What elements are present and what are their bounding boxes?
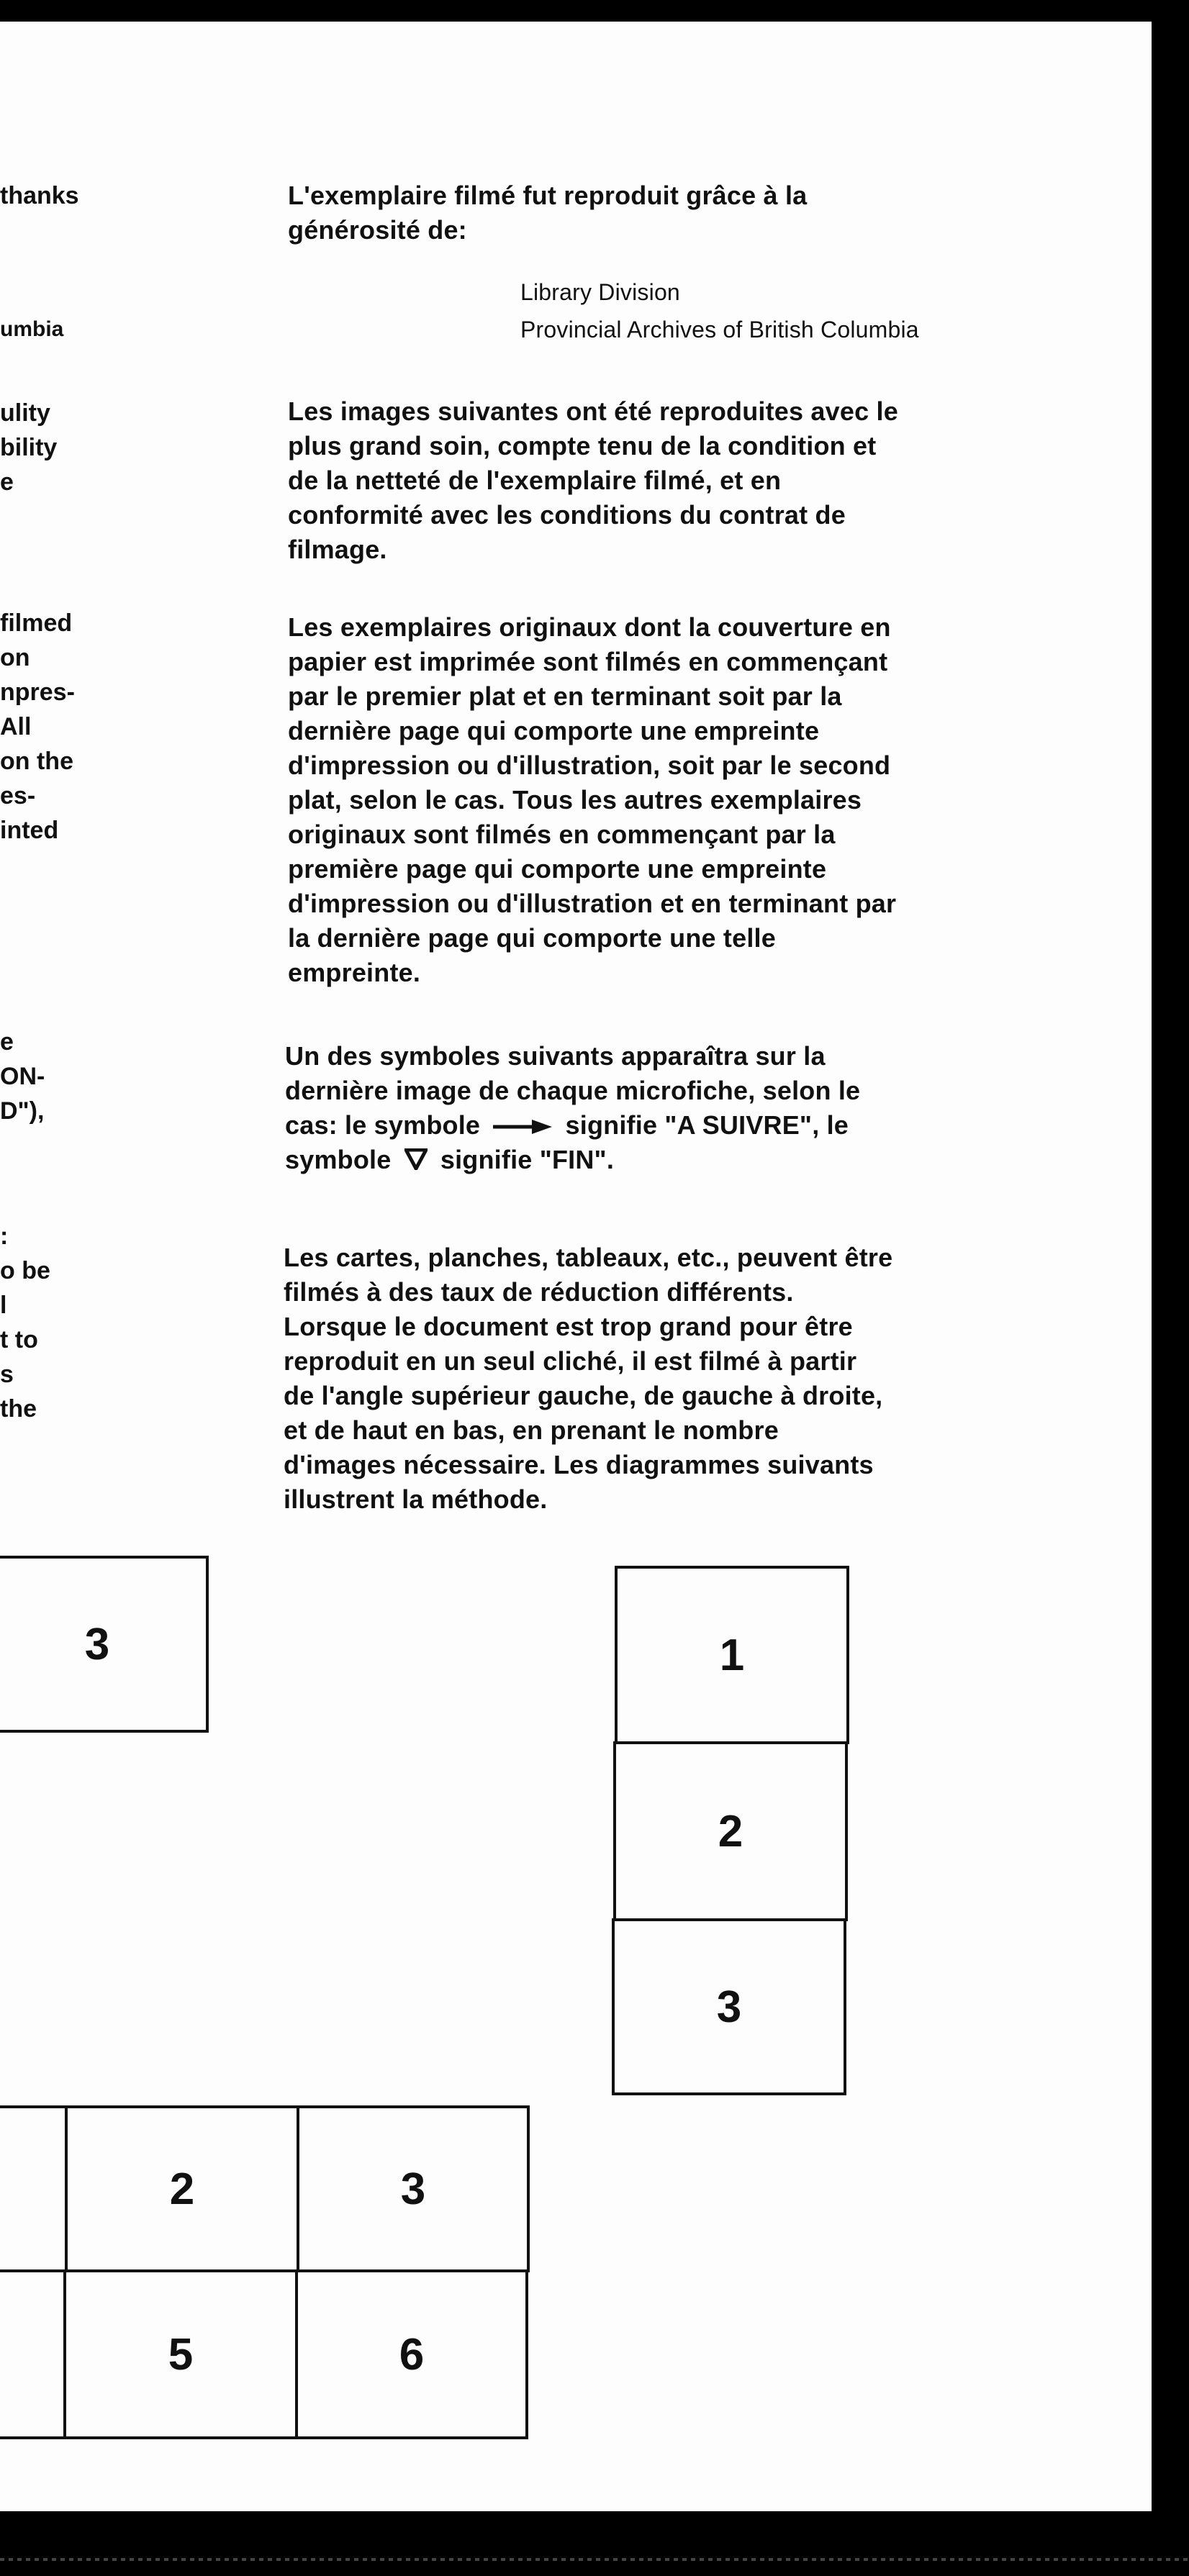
quality-paragraph [288,394,1044,567]
left-fragment: t to [0,1326,38,1353]
diagram-grid-cell-3 [297,2105,530,2272]
acknowledgement-intro [288,178,1044,248]
maps-paragraph [284,1241,1039,1517]
text-line: conformité avec les conditions du contrat de [288,500,846,530]
text-line: papier est imprimée sont filmés en commençant [288,647,888,676]
text-line: originaux sont filmés en commençant par la [288,820,836,849]
document-page [0,22,1152,2511]
left-fragment: l [0,1292,7,1319]
text-line: Library Division [520,279,680,305]
diagram-grid-cell-1 [0,2105,68,2272]
left-fragment: es- [0,782,36,809]
left-fragment: bility [0,434,58,461]
text-line: filmés à des taux de réduction différents. [284,1277,794,1307]
left-fragment: e [0,468,14,496]
scan-right-border [1152,0,1189,2576]
left-fragment: s [0,1361,14,1388]
text-line: Un des symboles suivants apparaîtra sur la [285,1041,826,1071]
diagram-horizontal-cell-3 [0,1556,209,1733]
diagram-cell-label: 2 [169,2164,195,2214]
diagram-cell-label: 2 [718,1806,743,1856]
text-fragment: cas: le symbole [285,1110,481,1140]
text-fragment: symbole [285,1145,392,1174]
left-fragment: e [0,1028,14,1056]
left-fragment: the [0,1395,37,1423]
institution-name [520,273,919,348]
text-line [285,1143,1041,1177]
text-line: filmage. [288,535,387,564]
text-line: dernière page qui comporte une empreinte [288,716,820,745]
diagram-cell-label: 3 [84,1619,110,1669]
left-fragment: umbia [0,317,64,341]
diagram-cell-label: 6 [399,2329,425,2380]
text-line: dernière image de chaque microfiche, selon le [285,1076,861,1105]
left-fragment: npres- [0,679,75,706]
text-line: de la netteté de l'exemplaire filmé, et en [288,466,782,495]
text-fragment: signifie "FIN". [440,1145,615,1174]
text-line: illustrent la méthode. [284,1484,548,1514]
diagram-grid-cell-5 [63,2269,298,2439]
text-line: de l'angle supérieur gauche, de gauche à droite, [284,1381,883,1410]
text-line: Lorsque le document est trop grand pour être [284,1312,853,1341]
scan-bottom-border [0,2511,1189,2576]
arrow-right-icon [492,1118,553,1135]
text-line: d'impression ou d'illustration et en terminant par [288,889,897,918]
symbols-paragraph [285,1039,1041,1177]
text-line: reproduit en un seul cliché, il est filmé à partir [284,1346,857,1376]
text-line: Les cartes, planches, tableaux, etc., peuvent être [284,1243,893,1272]
diagram-cell-label: 3 [716,1982,742,2032]
text-line: Les exemplaires originaux dont la couverture en [288,612,891,642]
text-line: la dernière page qui comporte une telle [288,923,776,953]
down-triangle-icon [404,1148,428,1170]
text-line: empreinte. [288,958,421,987]
left-fragment: ulity [0,399,50,427]
diagram-vertical-cell-1 [615,1566,849,1744]
diagram-vertical-cell-2 [613,1741,848,1921]
left-fragment: ON- [0,1063,45,1090]
text-line: d'images nécessaire. Les diagrammes suivants [284,1450,874,1479]
diagram-cell-label: 3 [400,2164,426,2214]
left-fragment: on [0,644,30,671]
diagram-grid-cell-4 [0,2269,68,2439]
left-fragment: : [0,1223,9,1250]
text-line: L'exemplaire filmé fut reproduit grâce à la [288,181,808,210]
diagram-cell-label: 5 [168,2329,194,2380]
text-line [285,1108,1041,1143]
left-fragment: D"), [0,1097,45,1125]
left-fragment: inted [0,817,59,844]
text-line: plus grand soin, compte tenu de la condition et [288,431,877,461]
text-fragment: signifie "A SUIVRE", le [565,1110,849,1140]
text-line: première page qui comporte une empreinte [288,854,827,884]
text-line: et de haut en bas, en prenant le nombre [284,1415,779,1445]
text-line: plat, selon le cas. Tous les autres exemplaires [288,785,862,815]
text-line: par le premier plat et en terminant soit par la [288,681,842,711]
left-fragment: o be [0,1257,50,1284]
diagram-cell-label: 1 [719,1630,745,1680]
left-fragment: thanks [0,182,79,209]
left-fragment: filmed [0,609,73,637]
text-line: générosité de: [288,215,467,245]
diagram-grid-cell-2 [65,2105,299,2272]
left-fragment: on the [0,748,73,775]
originals-paragraph [288,610,1044,990]
diagram-vertical-cell-3 [612,1918,846,2095]
text-line: Les images suivantes ont été reproduites avec le [288,396,898,426]
diagram-grid-cell-6 [295,2269,528,2439]
text-line: d'impression ou d'illustration, soit par le second [288,750,891,780]
scan-edge-strip [0,2558,1189,2561]
text-line: Provincial Archives of British Columbia [520,317,919,343]
left-fragment: All [0,713,32,740]
scan-top-border [0,0,1189,22]
